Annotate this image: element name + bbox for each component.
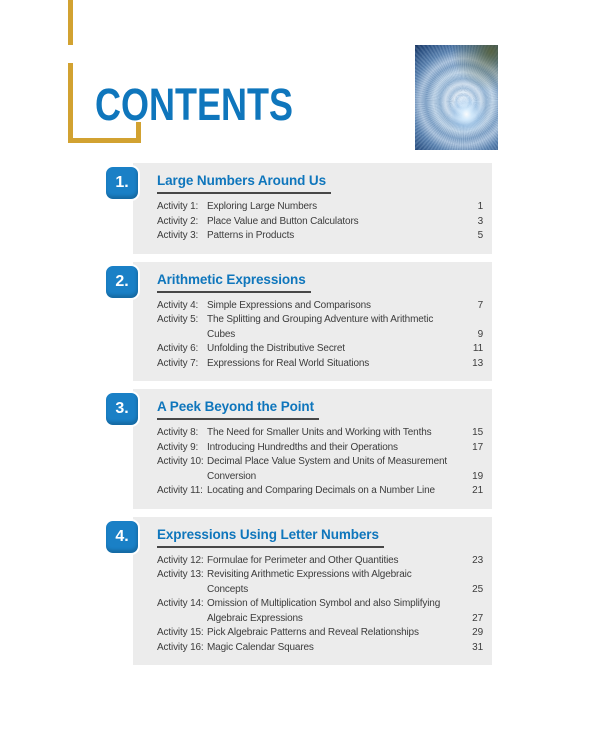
activity-title: Pick Algebraic Patterns and Reveal Relationships bbox=[207, 627, 419, 638]
activity-page-number: 7 bbox=[477, 299, 483, 311]
activity-page-number: 13 bbox=[472, 357, 483, 369]
activity-page-number: 29 bbox=[472, 627, 483, 638]
toc-activity-row bbox=[157, 342, 483, 357]
activity-title: Unfolding the Distributive Secret bbox=[207, 343, 345, 354]
activity-page-number: 1 bbox=[477, 201, 483, 212]
activity-title: The Need for Smaller Units and Working with Tenths bbox=[207, 427, 432, 438]
section-number-badge: 4. bbox=[104, 519, 140, 555]
activity-page-number: 3 bbox=[477, 215, 483, 227]
activity-list bbox=[157, 426, 483, 499]
activity-label: Activity 6: bbox=[157, 343, 199, 354]
activity-title: Patterns in Products bbox=[207, 230, 295, 241]
activity-title: Expressions for Real World Situations bbox=[207, 357, 370, 369]
activity-page-number: 19 bbox=[472, 470, 483, 482]
gold-bracket-horizontal bbox=[68, 138, 141, 143]
toc-activity-row bbox=[157, 426, 483, 441]
activity-label: Activity 8: bbox=[157, 427, 199, 438]
toc-activity-row bbox=[157, 484, 483, 499]
activity-page-number: 11 bbox=[472, 343, 483, 354]
activity-label: Activity 16: bbox=[157, 641, 204, 653]
activity-label: Activity 10: bbox=[157, 456, 204, 467]
toc-activity-row bbox=[157, 641, 483, 656]
toc-section-arithmetic-expressions bbox=[115, 262, 492, 382]
activity-page-number: 27 bbox=[472, 612, 483, 624]
activity-title: Exploring Large Numbers bbox=[207, 201, 317, 212]
activity-title: Formulae for Perimeter and Other Quantities bbox=[207, 554, 399, 566]
section-heading: Arithmetic Expressions bbox=[157, 272, 311, 293]
toc-activity-row bbox=[157, 626, 483, 641]
activity-page-number: 15 bbox=[472, 427, 483, 438]
toc-section-letter-numbers bbox=[115, 517, 492, 666]
activity-label: Activity 5: bbox=[157, 314, 199, 325]
page-title: CONTENTS bbox=[95, 79, 293, 130]
activity-title: Simple Expressions and Comparisons bbox=[207, 299, 371, 311]
activity-label: Activity 7: bbox=[157, 357, 199, 369]
spiral-staircase-photo bbox=[415, 45, 498, 150]
toc-section-large-numbers bbox=[115, 163, 492, 254]
toc-activity-row bbox=[157, 554, 483, 569]
activity-list bbox=[157, 554, 483, 656]
activity-page-number: 31 bbox=[472, 641, 483, 653]
activity-page-number: 23 bbox=[472, 554, 483, 566]
activity-page-number: 21 bbox=[472, 485, 483, 496]
activity-title: Magic Calendar Squares bbox=[207, 641, 314, 653]
section-number-badge: 1. bbox=[104, 165, 140, 201]
activity-page-number: 17 bbox=[472, 441, 483, 453]
section-number-badge: 2. bbox=[104, 264, 140, 300]
toc-activity-row bbox=[157, 200, 483, 215]
gold-bracket-vertical bbox=[68, 63, 73, 143]
activity-label: Activity 2: bbox=[157, 215, 199, 227]
toc-activity-row bbox=[157, 215, 483, 230]
activity-page-number: 25 bbox=[472, 583, 483, 595]
toc-activity-row bbox=[157, 597, 483, 626]
toc-activity-row bbox=[157, 455, 483, 484]
activity-title: The Splitting and Grouping Adventure with Arithmetic Cubes bbox=[207, 314, 434, 340]
section-heading: Large Numbers Around Us bbox=[157, 173, 331, 194]
activity-title: Place Value and Button Calculators bbox=[207, 215, 359, 227]
toc-activity-row bbox=[157, 357, 483, 372]
activity-label: Activity 13: bbox=[157, 569, 204, 580]
activity-label: Activity 4: bbox=[157, 299, 199, 311]
section-heading: A Peek Beyond the Point bbox=[157, 399, 319, 420]
toc-sections bbox=[115, 163, 492, 673]
activity-title: Locating and Comparing Decimals on a Number Line bbox=[207, 485, 435, 496]
toc-activity-row bbox=[157, 313, 483, 342]
toc-activity-row bbox=[157, 568, 483, 597]
activity-label: Activity 15: bbox=[157, 627, 204, 638]
activity-label: Activity 9: bbox=[157, 441, 199, 453]
activity-title: Introducing Hundredths and their Operations bbox=[207, 441, 398, 453]
section-number-badge: 3. bbox=[104, 391, 140, 427]
activity-title: Omission of Multiplication Symbol and also Simplifying Algebraic Expressions bbox=[207, 598, 441, 624]
activity-list bbox=[157, 299, 483, 372]
gold-bracket-top-segment bbox=[68, 0, 73, 45]
activity-label: Activity 3: bbox=[157, 230, 199, 241]
activity-label: Activity 11: bbox=[157, 485, 203, 496]
section-heading: Expressions Using Letter Numbers bbox=[157, 527, 384, 548]
toc-activity-row bbox=[157, 299, 483, 314]
activity-title: Revisiting Arithmetic Expressions with Algebraic Concepts bbox=[207, 569, 412, 595]
activity-label: Activity 1: bbox=[157, 201, 199, 212]
toc-activity-row bbox=[157, 229, 483, 244]
toc-section-peek-beyond-point bbox=[115, 389, 492, 509]
toc-activity-row bbox=[157, 441, 483, 456]
activity-list bbox=[157, 200, 483, 244]
activity-page-number: 9 bbox=[477, 328, 483, 340]
activity-title: Decimal Place Value System and Units of Measurement Conversion bbox=[207, 456, 448, 482]
activity-page-number: 5 bbox=[477, 230, 483, 241]
activity-label: Activity 14: bbox=[157, 598, 204, 609]
activity-label: Activity 12: bbox=[157, 554, 204, 566]
